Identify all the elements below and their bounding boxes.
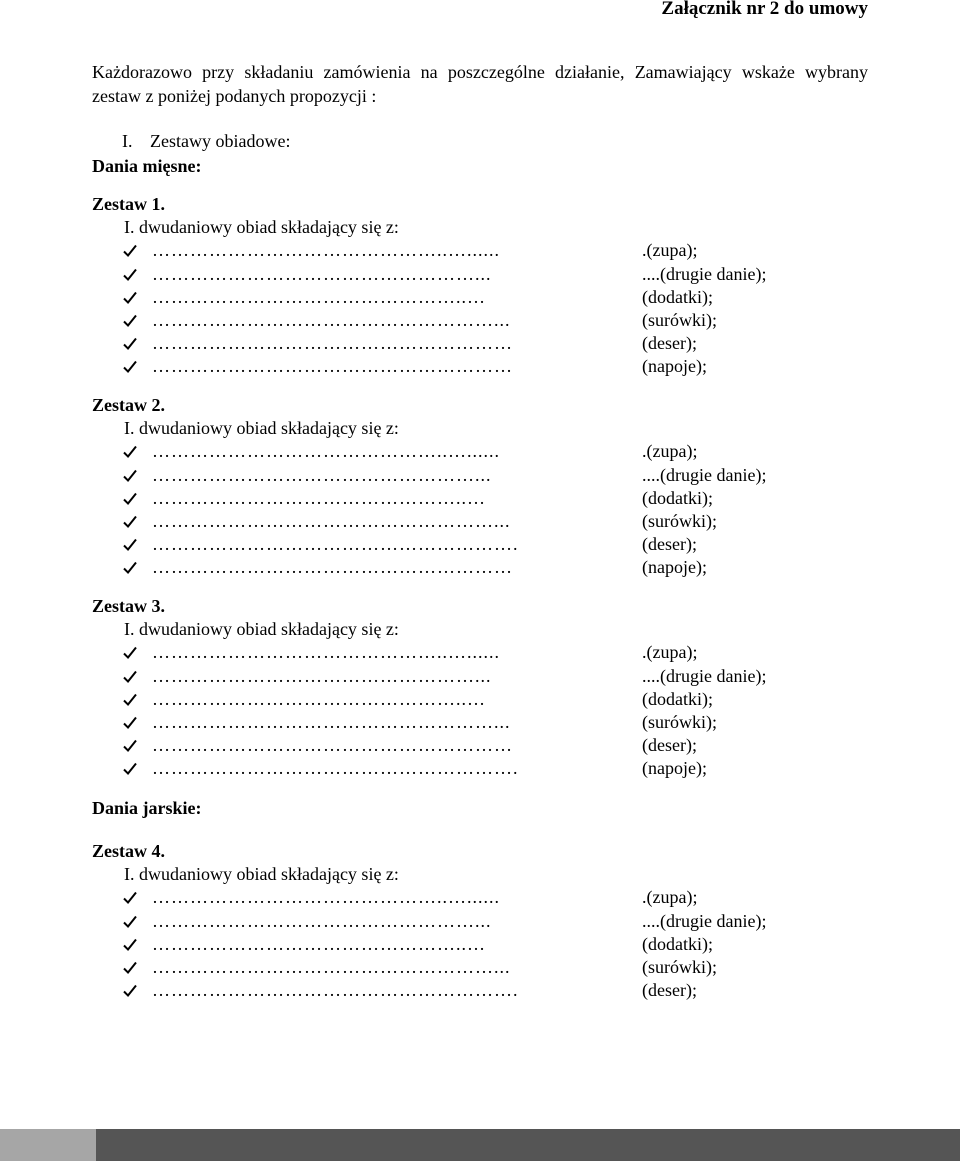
section-number: I. xyxy=(122,131,133,151)
dotted-line: …………………………………………..… xyxy=(152,487,486,508)
set-title: Zestaw 2. xyxy=(92,395,165,415)
set-3 xyxy=(92,595,872,781)
item-label: (dodatki); xyxy=(642,933,713,956)
dotted-line: …………………………………………..… xyxy=(152,688,486,709)
dotted-line: ………………………………………………… xyxy=(152,735,513,756)
checkmark-icon xyxy=(122,444,138,460)
section-title: Zestawy obiadowe: xyxy=(150,131,291,151)
item-label: ....(drugie danie); xyxy=(642,910,766,933)
dotted-line: ………………………………………………... xyxy=(152,956,511,977)
checkmark-icon xyxy=(122,914,138,930)
list-item xyxy=(92,332,872,355)
attachment-label: Załącznik nr 2 do umowy xyxy=(661,0,868,19)
item-label: (dodatki); xyxy=(642,286,713,309)
checkmark-icon xyxy=(122,738,138,754)
item-label: (napoje); xyxy=(642,757,707,780)
group-heading-vegetarian: Dania jarskie: xyxy=(92,798,202,818)
item-label: (dodatki); xyxy=(642,487,713,510)
set-subtitle: I. dwudaniowy obiad składający się z: xyxy=(124,864,399,885)
intro-paragraph: Każdorazowo przy składaniu zamówienia na poszczególne działanie, Zamawiający wskaże wybrany zestaw z poniżej podanych propozycji : xyxy=(92,62,868,106)
set-title: Zestaw 3. xyxy=(92,596,165,616)
set-title: Zestaw 4. xyxy=(92,841,165,861)
checkmark-icon xyxy=(122,290,138,306)
dotted-line: ………………………………………………... xyxy=(152,309,511,330)
list-item xyxy=(92,886,872,909)
item-label: (deser); xyxy=(642,533,697,556)
item-label: (dodatki); xyxy=(642,688,713,711)
footer-bar xyxy=(0,1129,960,1161)
list-item xyxy=(92,910,872,933)
checkmark-icon xyxy=(122,960,138,976)
dotted-line: ……………………………………………... xyxy=(152,665,492,686)
checkmark-icon xyxy=(122,336,138,352)
set-title: Zestaw 1. xyxy=(92,194,165,214)
list-item xyxy=(92,355,872,378)
item-label: ....(drugie danie); xyxy=(642,464,766,487)
dotted-line: ………………………………………………... xyxy=(152,510,511,531)
checkmark-icon xyxy=(122,514,138,530)
item-label: .(zupa); xyxy=(642,440,697,463)
checkmark-icon xyxy=(122,890,138,906)
checkmark-icon xyxy=(122,983,138,999)
item-label: (napoje); xyxy=(642,556,707,579)
set-1 xyxy=(92,193,872,379)
checkmark-icon xyxy=(122,692,138,708)
checkmark-icon xyxy=(122,645,138,661)
dotted-line: ………………………………………………... xyxy=(152,711,511,732)
list-item xyxy=(92,979,872,1002)
dotted-line: ………………………………………..…...... xyxy=(152,240,500,261)
set-2 xyxy=(92,394,872,580)
dotted-line: ………………………………………………… xyxy=(152,557,513,578)
checkmark-icon xyxy=(122,937,138,953)
list-item xyxy=(92,464,872,487)
list-item xyxy=(92,440,872,463)
checkmark-icon xyxy=(122,359,138,375)
list-item xyxy=(92,665,872,688)
group-heading-meat: Dania mięsne: xyxy=(92,156,202,176)
set-4 xyxy=(92,840,872,1002)
dotted-line: …………………………………………………. xyxy=(152,758,519,779)
item-label: (deser); xyxy=(642,979,697,1002)
section-heading xyxy=(92,129,290,153)
item-label: ....(drugie danie); xyxy=(642,263,766,286)
list-item xyxy=(92,510,872,533)
dotted-line: ……………………………………………... xyxy=(152,464,492,485)
item-label: .(zupa); xyxy=(642,239,697,262)
item-label: .(zupa); xyxy=(642,886,697,909)
set-subtitle: I. dwudaniowy obiad składający się z: xyxy=(124,619,399,640)
list-item xyxy=(92,263,872,286)
list-item xyxy=(92,688,872,711)
list-item xyxy=(92,757,872,780)
checkmark-icon xyxy=(122,761,138,777)
list-item xyxy=(92,641,872,664)
list-item xyxy=(92,487,872,510)
dotted-line: ……………………………………………... xyxy=(152,910,492,931)
item-label: .(zupa); xyxy=(642,641,697,664)
dotted-line: …………………………………………………. xyxy=(152,534,519,555)
dotted-line: …………………………………………..… xyxy=(152,933,486,954)
item-label: (napoje); xyxy=(642,355,707,378)
checkmark-icon xyxy=(122,491,138,507)
item-label: (surówki); xyxy=(642,309,717,332)
list-item xyxy=(92,309,872,332)
checkmark-icon xyxy=(122,560,138,576)
set-subtitle: I. dwudaniowy obiad składający się z: xyxy=(124,217,399,238)
dotted-line: ………………………………………..…...... xyxy=(152,887,500,908)
list-item xyxy=(92,533,872,556)
checkmark-icon xyxy=(122,715,138,731)
checkmark-icon xyxy=(122,669,138,685)
item-label: ....(drugie danie); xyxy=(642,665,766,688)
list-item xyxy=(92,556,872,579)
dotted-line: ……………………………………………... xyxy=(152,263,492,284)
dotted-line: …………………………………………..… xyxy=(152,286,486,307)
dotted-line: ………………………………………………… xyxy=(152,333,513,354)
list-item xyxy=(92,711,872,734)
list-item xyxy=(92,933,872,956)
dotted-line: …………………………………………………. xyxy=(152,980,519,1001)
checkmark-icon xyxy=(122,243,138,259)
dotted-line: ………………………………………..…...... xyxy=(152,441,500,462)
dotted-line: ………………………………………..…...... xyxy=(152,642,500,663)
footer-bar-accent xyxy=(0,1129,96,1161)
checkmark-icon xyxy=(122,267,138,283)
checkmark-icon xyxy=(122,313,138,329)
list-item xyxy=(92,734,872,757)
item-label: (surówki); xyxy=(642,956,717,979)
list-item xyxy=(92,286,872,309)
list-item xyxy=(92,956,872,979)
dotted-line: ………………………………………………… xyxy=(152,356,513,377)
checkmark-icon xyxy=(122,537,138,553)
item-label: (surówki); xyxy=(642,510,717,533)
list-item xyxy=(92,239,872,262)
item-label: (deser); xyxy=(642,734,697,757)
checkmark-icon xyxy=(122,468,138,484)
set-subtitle: I. dwudaniowy obiad składający się z: xyxy=(124,418,399,439)
item-label: (deser); xyxy=(642,332,697,355)
item-label: (surówki); xyxy=(642,711,717,734)
